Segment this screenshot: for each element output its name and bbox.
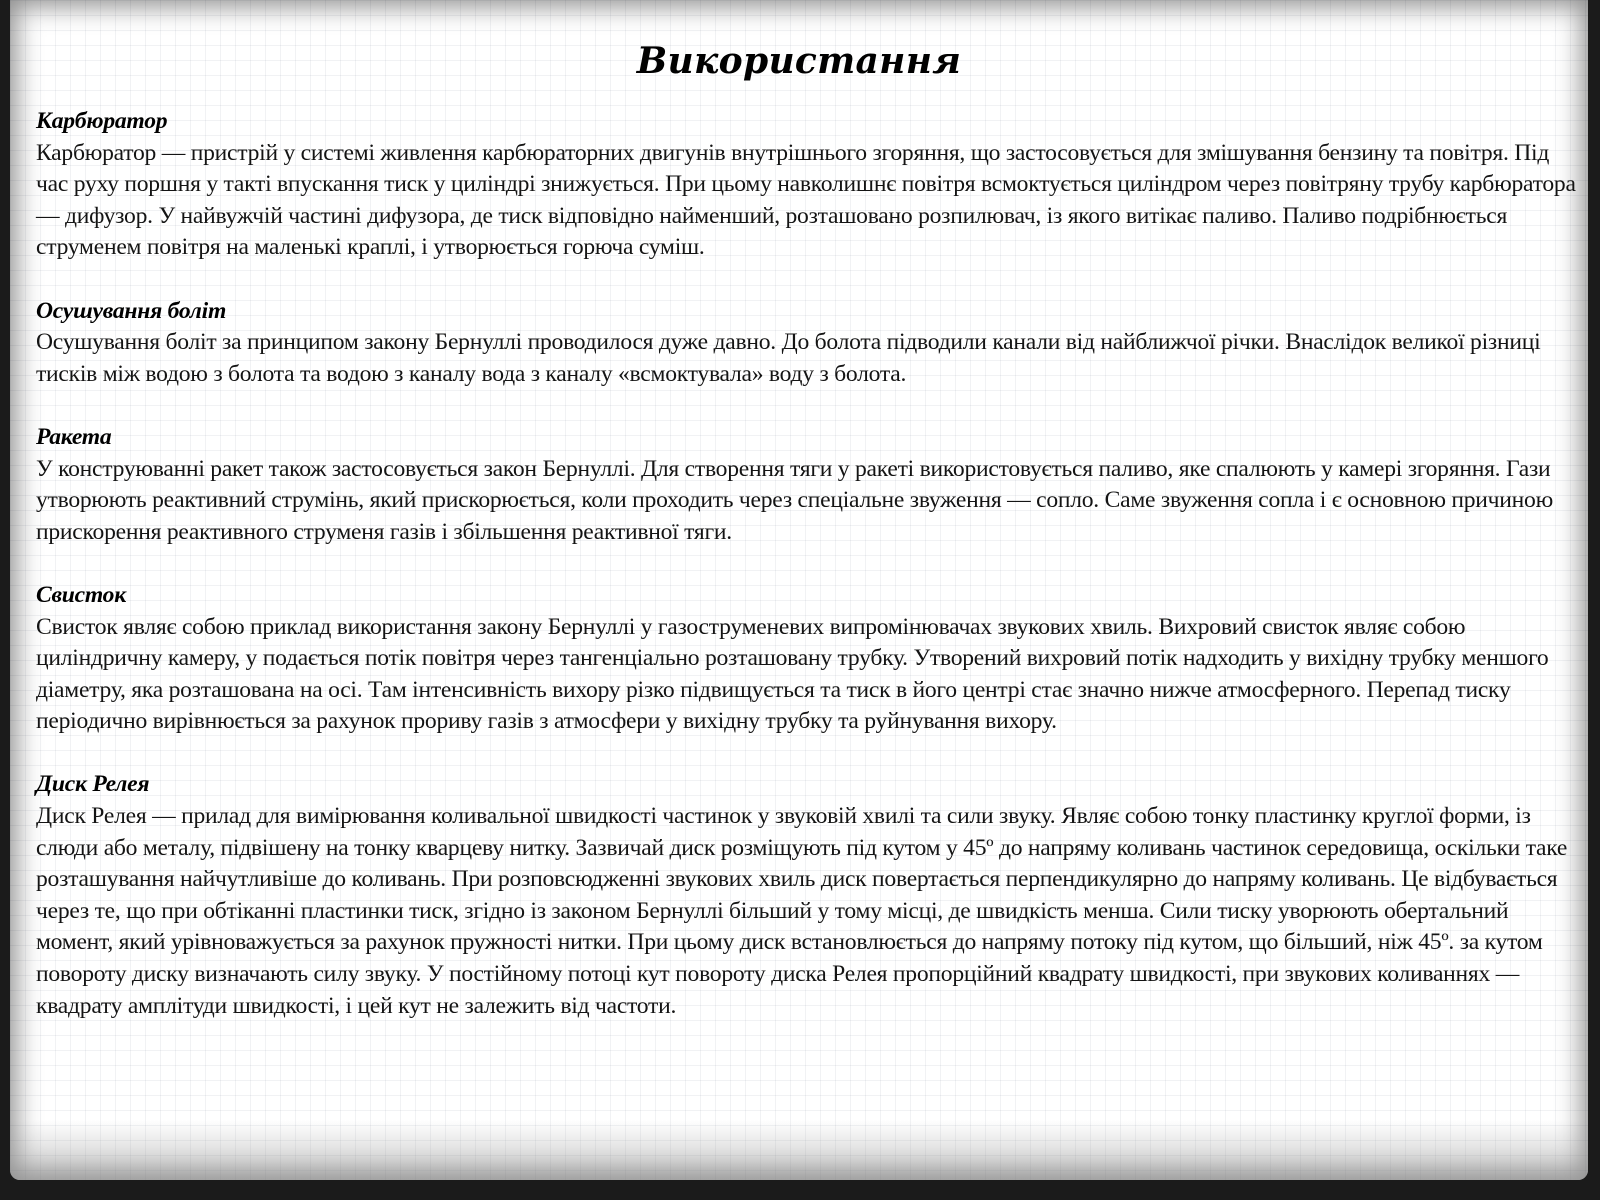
section-heading: Диск Релея bbox=[36, 771, 150, 798]
section-rayleigh-disk bbox=[36, 769, 1576, 1022]
section-heading: Ракета bbox=[36, 423, 112, 450]
section-whistle bbox=[36, 580, 1576, 738]
slide-content bbox=[36, 106, 1576, 1022]
section-heading: Карбюратор bbox=[36, 108, 168, 134]
slide-title: Використання bbox=[636, 40, 962, 82]
section-text: Свисток являє собою приклад використання закону Бернуллі у газоструменевих випромінювачах звукових хвиль. Вихровий свисток являє собою циліндричну камеру, у подається потік повітря через тангенціально розташовану трубку. Утворений вихровий потік надходить у вихідну трубку меншого діаметру, яка розташована на осі. Там інтенсивність вихору різко підвищується та тиск в його центрі стає значно нижче атмосферного. Перепад тиску періодично вирівнюється за рахунок прориву газів з атмосфери у вихідну трубку та руйнування вихору. bbox=[36, 613, 1549, 735]
slide bbox=[10, 0, 1588, 1180]
section-rocket bbox=[36, 422, 1576, 548]
section-heading: Свисток bbox=[36, 581, 126, 608]
section-text: Осушування боліт за принципом закону Бернуллі проводилося дуже давно. До болота підводили канали від найближчої річки. Внаслідок великої різниці тисків між водою з болота та водою з каналу вода з каналу «всмоктувала» воду з болота. bbox=[36, 329, 1541, 387]
section-swamp-drainage bbox=[36, 296, 1576, 391]
slide-bottom-shadow bbox=[10, 1120, 1588, 1180]
section-heading: Осушування боліт bbox=[36, 297, 227, 324]
section-text: Карбюратор — пристрій у системі живлення карбюраторних двигунів внутрішнього згоряння, що застосовується для змішування бензину та повітря. Під час руху поршня у такті впускання тиск у циліндрі знижується. При цьому навколишнє повітря всмоктується циліндром через повітряну трубу карбюратора — дифузор. У найвужчій частині дифузора, де тиск відповідно найменший, розташовано розпилювач, із якого витікає паливо. Паливо подрібнюється струменем повітря на маленькі краплі, і утворюється горюча суміш. bbox=[36, 139, 1576, 261]
section-carburetor bbox=[36, 106, 1576, 264]
section-text: Диск Релея — прилад для вимірювання коливальної швидкості частинок у звуковій хвилі та сили звуку. Являє собою тонку пластинку круглої форми, із слюди або металу, підвішену на тонку кварцеву нитку. Зазвичай диск розміщують під кутом у 45º до напряму коливань частинок середовища, оскільки таке розташування найчутливіше до коливань. При розповсюдженні звукових хвиль диск повертається перпендикулярно до напряму коливань. Це відбувається через те, що при обтіканні пластинки тиск, згідно із законом Бернуллі більший у тому місці, де швидкість менша. Сили тиску уворюють обертальний момент, який урівноважується за рахунок пружності нитки. При цьому диск встановлюється до напряму потоку під кутом, що більший, ніж 45º. за кутом повороту диску визначають силу звуку. У постійному потоці кут повороту диска Релея пропорційний квадрату швидкості, при звукових коливаннях — квадрату амплітуди швидкості, і цей кут не залежить від частоти. bbox=[36, 803, 1568, 1019]
section-text: У конструюванні ракет також застосовується закон Бернуллі. Для створення тяги у ракеті використовується паливо, яке спалюють у камері згоряння. Гази утворюють реактивний струмінь, який прискорюється, коли проходить через спеціальне звуження — сопло. Саме звуження сопла і є основною причиною прискорення реактивного струменя газів і збільшення реактивної тяги. bbox=[36, 455, 1553, 545]
